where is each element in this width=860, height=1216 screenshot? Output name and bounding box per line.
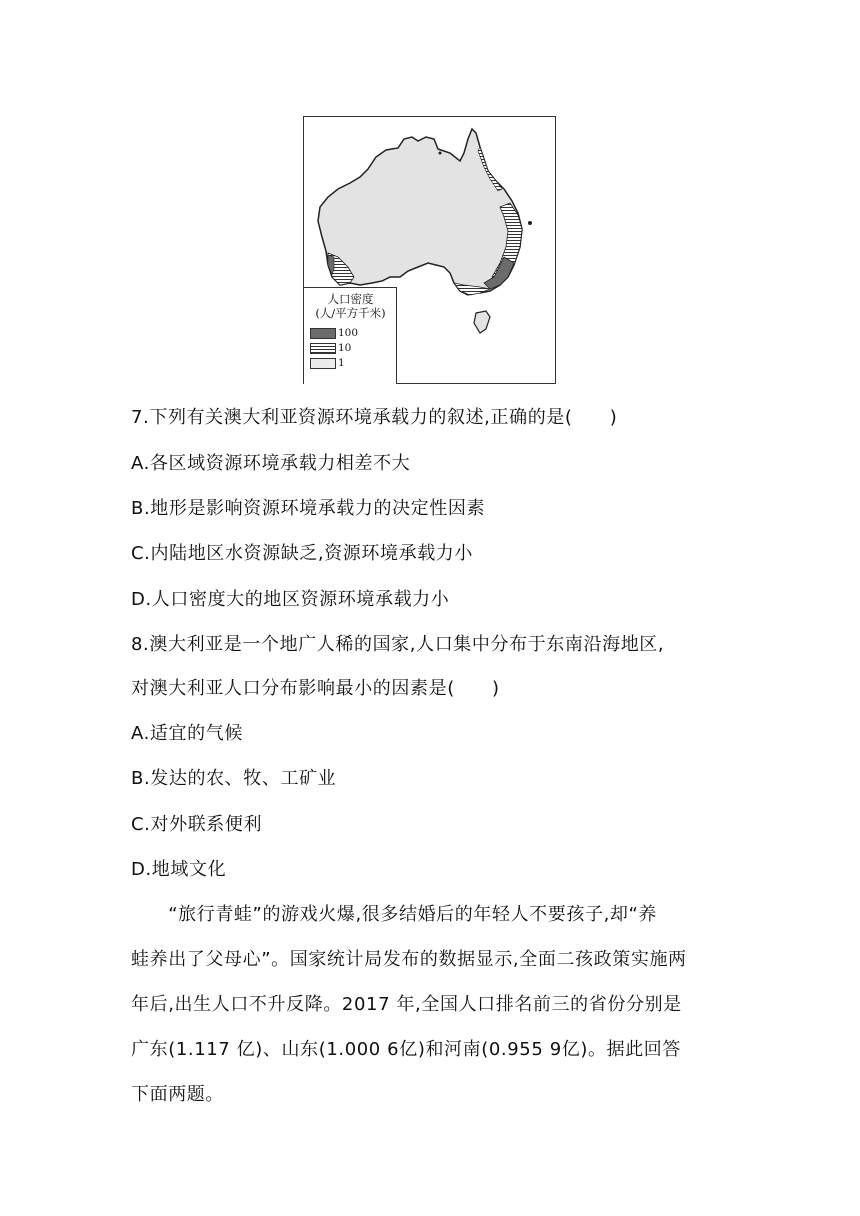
australia-population-map	[303, 116, 556, 384]
passage-line: “旅行青蛙”的游戏火爆,很多结婚后的年轻人不要孩子,却“养	[131, 904, 658, 925]
legend-swatch-low	[310, 358, 336, 369]
question-8-option-a: A.适宜的气候	[131, 723, 243, 744]
tasmania	[474, 311, 490, 333]
legend-swatch-high	[310, 328, 336, 339]
question-7-option-a: A.各区域资源环境承载力相差不大	[131, 453, 411, 474]
island	[528, 221, 532, 225]
map-legend	[304, 287, 397, 384]
question-8-option-c: C.对外联系便利	[131, 814, 263, 835]
question-8-stem-line1: 8.澳大利亚是一个地广人稀的国家,人口集中分布于东南沿海地区,	[131, 634, 665, 655]
legend-label: 1	[338, 357, 345, 369]
question-7-option-b: B.地形是影响资源环境承载力的决定性因素	[131, 498, 486, 519]
question-8-option-d: D.地域文化	[131, 859, 227, 880]
island	[439, 152, 442, 155]
legend-label: 10	[338, 342, 352, 354]
passage-line: 蛙养出了父母心”。国家统计局发布的数据显示,全面二孩政策实施两	[131, 949, 687, 970]
question-7-stem: 7.下列有关澳大利亚资源环境承载力的叙述,正确的是( )	[131, 407, 618, 428]
passage-line: 年后,出生人口不升反降。2017 年,全国人口排名前三的省份分别是	[131, 994, 682, 1015]
passage-line: 下面两题。	[131, 1084, 224, 1105]
question-7-option-d: D.人口密度大的地区资源环境承载力小	[131, 589, 450, 610]
question-7-option-c: C.内陆地区水资源缺乏,资源环境承载力小	[131, 543, 474, 564]
legend-unit: (人/平方千米)	[315, 306, 386, 320]
southwest-high-density	[328, 255, 334, 275]
legend-swatch-medium	[310, 343, 336, 354]
legend-label: 100	[338, 327, 359, 339]
question-8-stem-line2: 对澳大利亚人口分布影响最小的因素是( )	[131, 678, 500, 699]
question-8-option-b: B.发达的农、牧、工矿业	[131, 768, 337, 789]
passage-line: 广东(1.117 亿)、山东(1.000 6亿)和河南(0.955 9亿)。据此回答	[131, 1039, 681, 1060]
legend-title: 人口密度	[327, 292, 374, 306]
